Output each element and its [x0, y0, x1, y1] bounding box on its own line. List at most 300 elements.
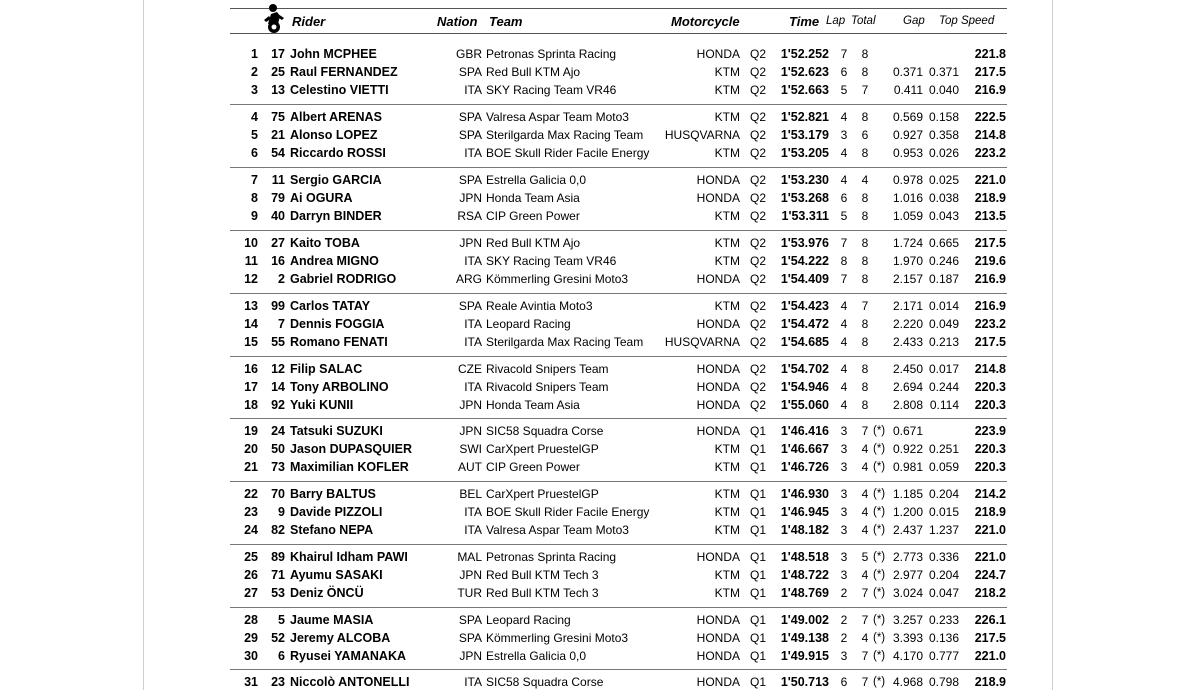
cell-session: Q1: [750, 505, 767, 519]
cell-gap-first: 2.437: [892, 523, 923, 537]
cell-session: Q1: [750, 613, 767, 627]
cell-motorcycle: KTM: [714, 442, 740, 456]
cell-position: 17: [244, 380, 258, 394]
cell-gap-previous: 0.158: [928, 110, 959, 124]
cell-nation: ITA: [464, 317, 482, 331]
cell-motorcycle: HONDA: [696, 675, 740, 689]
cell-position: 9: [251, 209, 258, 223]
cell-top-speed: 218.9: [974, 191, 1006, 205]
cell-total-laps: 4: [861, 631, 869, 645]
cell-gap-previous: 0.665: [928, 236, 959, 250]
cell-motorcycle: HONDA: [696, 173, 740, 187]
table-row: [228, 234, 1008, 252]
cell-rider-name: Riccardo ROSSI: [290, 146, 386, 160]
cell-best-lap: 4: [840, 299, 848, 313]
cell-rider-number: 27: [271, 236, 285, 250]
cell-rider-number: 54: [271, 146, 285, 160]
cell-rider-name: Kaito TOBA: [290, 236, 360, 250]
group-separator: [230, 669, 1007, 670]
cell-team-name: SKY Racing Team VR46: [486, 83, 617, 97]
cell-rider-number: 17: [271, 47, 285, 61]
cell-gap-first: 3.393: [892, 631, 923, 645]
cell-nation: SPA: [458, 299, 482, 313]
cell-top-speed: 217.5: [974, 631, 1006, 645]
cell-top-speed: 217.5: [974, 236, 1006, 250]
cell-total-laps: 8: [861, 146, 869, 160]
cell-gap-first: 0.922: [892, 442, 923, 456]
cell-total-laps: 8: [861, 191, 869, 205]
group-separator: [230, 481, 1007, 482]
cell-best-lap: 5: [840, 209, 848, 223]
cell-rider-number: 14: [271, 380, 285, 394]
cell-total-laps: 7: [861, 613, 869, 627]
table-row: [228, 378, 1008, 396]
cell-position: 14: [244, 317, 258, 331]
cell-motorcycle: KTM: [714, 460, 740, 474]
cell-session: Q2: [750, 128, 767, 142]
table-row: [228, 673, 1008, 691]
cell-total-laps: 7: [861, 424, 869, 438]
cell-team-name: Kömmerling Gresini Moto3: [486, 272, 629, 286]
cell-team-name: Kömmerling Gresini Moto3: [486, 631, 629, 645]
cell-lap-time: 1'48.518: [780, 550, 829, 564]
cell-best-lap: 8: [840, 254, 848, 268]
cell-session: Q2: [750, 317, 767, 331]
cell-team-name: Estrella Galicia 0,0: [486, 649, 587, 663]
cell-team-name: BOE Skull Rider Facile Energy: [486, 505, 650, 519]
cell-motorcycle: KTM: [714, 586, 740, 600]
cell-top-speed: 218.2: [974, 586, 1006, 600]
cell-top-speed: 221.0: [974, 523, 1006, 537]
cell-rider-number: 2: [278, 272, 285, 286]
cell-rider-name: Stefano NEPA: [290, 523, 374, 537]
cell-nation: JPN: [459, 649, 482, 663]
cell-nation: ARG: [455, 272, 482, 286]
cell-rider-name: Jason DUPASQUIER: [290, 442, 413, 456]
table-row: [228, 396, 1008, 414]
cell-gap-first: 2.433: [892, 335, 923, 349]
table-row: [228, 189, 1008, 207]
cell-gap-first: 1.016: [892, 191, 923, 205]
cell-lap-time: 1'50.713: [780, 675, 829, 689]
motorcycle-rider-icon: [258, 2, 290, 34]
table-row: [228, 440, 1008, 458]
cell-lap-time: 1'53.976: [780, 236, 829, 250]
cell-position: 28: [244, 613, 258, 627]
cell-team-name: CIP Green Power: [486, 209, 580, 223]
cell-gap-first: 3.024: [892, 586, 923, 600]
cell-lap-time: 1'54.409: [780, 272, 829, 286]
cell-penalty-note: (*): [873, 632, 886, 644]
cell-nation: SWI: [459, 442, 482, 456]
cell-rider-name: Ryusei YAMANAKA: [290, 649, 407, 663]
page-border-left: [143, 0, 144, 690]
cell-nation: MAL: [457, 550, 482, 564]
cell-best-lap: 3: [840, 505, 848, 519]
cell-nation: SPA: [458, 613, 482, 627]
group-separator: [230, 104, 1007, 105]
cell-penalty-note: (*): [873, 569, 886, 581]
header-time: Time: [789, 14, 820, 29]
cell-session: Q2: [750, 83, 767, 97]
cell-rider-name: Alonso LOPEZ: [290, 128, 378, 142]
table-row: [228, 611, 1008, 629]
cell-rider-name: Niccolò ANTONELLI: [290, 675, 410, 689]
cell-motorcycle: HONDA: [696, 631, 740, 645]
cell-position: 20: [244, 442, 258, 456]
group-separator: [230, 230, 1007, 231]
header-top-speed: Top Speed: [939, 15, 995, 27]
cell-rider-name: Andrea MIGNO: [290, 254, 379, 268]
cell-lap-time: 1'46.667: [780, 442, 829, 456]
cell-team-name: SIC58 Squadra Corse: [486, 675, 604, 689]
cell-motorcycle: HONDA: [696, 424, 740, 438]
cell-motorcycle: HONDA: [696, 191, 740, 205]
cell-total-laps: 4: [861, 460, 869, 474]
cell-session: Q2: [750, 110, 767, 124]
cell-nation: ITA: [464, 523, 482, 537]
table-row: [228, 108, 1008, 126]
cell-gap-first: 2.171: [892, 299, 923, 313]
group-separator: [230, 544, 1007, 545]
cell-nation: SPA: [458, 110, 482, 124]
cell-top-speed: 224.7: [974, 568, 1006, 582]
cell-best-lap: 7: [840, 236, 848, 250]
cell-gap-previous: 0.246: [928, 254, 959, 268]
cell-rider-number: 13: [271, 83, 285, 97]
cell-team-name: Red Bull KTM Ajo: [486, 236, 581, 250]
cell-position: 27: [244, 586, 258, 600]
cell-position: 19: [244, 424, 258, 438]
cell-gap-first: 0.569: [892, 110, 923, 124]
cell-rider-number: 82: [271, 523, 285, 537]
cell-nation: ITA: [464, 146, 482, 160]
cell-best-lap: 3: [840, 550, 848, 564]
page-border-right: [1052, 0, 1053, 690]
cell-gap-previous: 0.244: [928, 380, 959, 394]
cell-total-laps: 4: [861, 568, 869, 582]
table-row: [228, 584, 1008, 602]
cell-gap-first: 0.953: [892, 146, 923, 160]
cell-top-speed: 221.0: [974, 649, 1006, 663]
cell-position: 15: [244, 335, 258, 349]
cell-position: 23: [244, 505, 258, 519]
cell-session: Q2: [750, 362, 767, 376]
cell-top-speed: 222.5: [974, 110, 1006, 124]
cell-rider-number: 12: [271, 362, 285, 376]
cell-position: 29: [244, 631, 258, 645]
cell-nation: TUR: [457, 586, 482, 600]
cell-total-laps: 8: [861, 362, 869, 376]
cell-session: Q2: [750, 173, 767, 187]
cell-total-laps: 8: [861, 272, 869, 286]
cell-gap-first: 0.671: [892, 424, 923, 438]
cell-motorcycle: KTM: [714, 254, 740, 268]
cell-gap-previous: 0.213: [928, 335, 959, 349]
cell-total-laps: 8: [861, 380, 869, 394]
cell-nation: SPA: [458, 631, 482, 645]
table-row: [228, 458, 1008, 476]
cell-best-lap: 4: [840, 380, 848, 394]
cell-session: Q1: [750, 487, 767, 501]
cell-position: 18: [244, 398, 258, 412]
cell-rider-number: 99: [271, 299, 285, 313]
cell-gap-previous: 1.237: [928, 523, 959, 537]
cell-gap-first: 1.185: [892, 487, 923, 501]
cell-nation: SPA: [458, 65, 482, 79]
cell-total-laps: 8: [861, 65, 869, 79]
cell-best-lap: 3: [840, 487, 848, 501]
cell-gap-first: 2.157: [892, 272, 923, 286]
cell-team-name: Reale Avintia Moto3: [486, 299, 593, 313]
cell-total-laps: 8: [861, 398, 869, 412]
cell-motorcycle: HONDA: [696, 613, 740, 627]
cell-penalty-note: (*): [873, 488, 886, 500]
table-row: [228, 45, 1008, 63]
cell-team-name: Petronas Sprinta Racing: [486, 47, 617, 61]
cell-gap-first: 1.059: [892, 209, 923, 223]
header-top-rule: [230, 8, 1007, 9]
cell-best-lap: 2: [840, 586, 848, 600]
cell-rider-name: Ai OGURA: [290, 191, 353, 205]
cell-gap-first: 1.200: [892, 505, 923, 519]
cell-gap-first: 0.978: [892, 173, 923, 187]
cell-position: 2: [251, 65, 258, 79]
cell-total-laps: 8: [861, 209, 869, 223]
cell-gap-previous: 0.114: [929, 398, 959, 412]
header-team: Team: [489, 14, 523, 29]
cell-gap-previous: 0.777: [928, 649, 959, 663]
cell-gap-first: 4.968: [892, 675, 923, 689]
table-row: [228, 629, 1008, 647]
cell-session: Q2: [750, 398, 767, 412]
cell-top-speed: 214.8: [974, 362, 1006, 376]
cell-nation: SPA: [458, 173, 482, 187]
cell-rider-number: 50: [271, 442, 285, 456]
cell-gap-previous: 0.251: [928, 442, 959, 456]
cell-top-speed: 218.9: [974, 675, 1006, 689]
cell-top-speed: 221.0: [974, 550, 1006, 564]
cell-rider-name: John MCPHEE: [290, 47, 377, 61]
cell-rider-name: Dennis FOGGIA: [290, 317, 385, 331]
cell-motorcycle: KTM: [714, 505, 740, 519]
cell-total-laps: 5: [861, 550, 869, 564]
cell-session: Q1: [750, 442, 767, 456]
cell-lap-time: 1'55.060: [780, 398, 829, 412]
cell-penalty-note: (*): [873, 425, 886, 437]
cell-session: Q1: [750, 523, 767, 537]
table-row: [228, 63, 1008, 81]
cell-team-name: CarXpert PruestelGP: [486, 442, 599, 456]
cell-lap-time: 1'54.423: [780, 299, 829, 313]
cell-motorcycle: KTM: [714, 299, 740, 313]
cell-best-lap: 4: [840, 398, 848, 412]
cell-position: 25: [244, 550, 258, 564]
cell-penalty-note: (*): [873, 650, 886, 662]
cell-gap-previous: 0.043: [928, 209, 959, 223]
cell-motorcycle: HONDA: [696, 649, 740, 663]
cell-rider-name: Raul FERNANDEZ: [290, 65, 398, 79]
table-row: [228, 144, 1008, 162]
cell-position: 26: [244, 568, 258, 582]
cell-best-lap: 4: [840, 335, 848, 349]
cell-penalty-note: (*): [873, 614, 886, 626]
cell-rider-number: 24: [271, 424, 285, 438]
table-row: [228, 333, 1008, 351]
cell-position: 10: [244, 236, 258, 250]
cell-total-laps: 8: [861, 254, 869, 268]
header-rider: Rider: [292, 14, 326, 29]
cell-position: 4: [251, 110, 258, 124]
cell-gap-first: 3.257: [892, 613, 923, 627]
header-total: Total: [851, 15, 876, 27]
cell-rider-number: 52: [271, 631, 285, 645]
results-sheet: [228, 0, 1008, 690]
cell-gap-previous: 0.025: [928, 173, 959, 187]
cell-rider-name: Maximilian KOFLER: [290, 460, 409, 474]
cell-lap-time: 1'53.311: [781, 209, 829, 223]
cell-rider-number: 55: [271, 335, 285, 349]
cell-total-laps: 7: [861, 649, 869, 663]
cell-penalty-note: (*): [873, 587, 886, 599]
group-separator: [230, 418, 1007, 419]
cell-rider-number: 21: [271, 128, 285, 142]
cell-session: Q1: [750, 568, 767, 582]
cell-position: 12: [244, 272, 258, 286]
cell-gap-first: 2.450: [892, 362, 923, 376]
cell-rider-number: 75: [271, 110, 285, 124]
cell-lap-time: 1'54.685: [780, 335, 829, 349]
cell-team-name: CIP Green Power: [486, 460, 580, 474]
cell-nation: JPN: [459, 191, 482, 205]
cell-gap-first: 2.773: [892, 550, 923, 564]
cell-lap-time: 1'53.268: [780, 191, 829, 205]
cell-rider-number: 5: [278, 613, 285, 627]
cell-penalty-note: (*): [873, 524, 886, 536]
table-row: [228, 315, 1008, 333]
table-row: [228, 207, 1008, 225]
cell-session: Q2: [750, 65, 767, 79]
cell-position: 31: [244, 675, 258, 689]
cell-total-laps: 7: [861, 586, 869, 600]
cell-motorcycle: HUSQVARNA: [664, 128, 740, 142]
cell-session: Q2: [750, 146, 767, 160]
cell-best-lap: 6: [840, 191, 848, 205]
cell-best-lap: 3: [840, 128, 848, 142]
cell-lap-time: 1'53.179: [780, 128, 829, 142]
header-bottom-rule: [230, 33, 1007, 34]
cell-position: 8: [251, 191, 258, 205]
cell-lap-time: 1'46.930: [780, 487, 829, 501]
cell-nation: JPN: [459, 398, 482, 412]
cell-position: 11: [244, 254, 258, 268]
cell-rider-name: Tatsuki SUZUKI: [290, 424, 383, 438]
cell-rider-number: 92: [271, 398, 285, 412]
cell-total-laps: 6: [861, 128, 869, 142]
cell-best-lap: 3: [840, 424, 848, 438]
header-nation: Nation: [437, 14, 478, 29]
cell-lap-time: 1'54.472: [780, 317, 829, 331]
cell-top-speed: 216.9: [974, 299, 1006, 313]
cell-session: Q1: [750, 550, 767, 564]
cell-rider-name: Darryn BINDER: [290, 209, 382, 223]
cell-rider-name: Sergio GARCIA: [290, 173, 382, 187]
cell-session: Q1: [750, 460, 767, 474]
cell-best-lap: 3: [840, 649, 848, 663]
cell-gap-previous: 0.371: [928, 65, 959, 79]
cell-nation: JPN: [459, 568, 482, 582]
cell-gap-first: 1.724: [892, 236, 923, 250]
cell-gap-previous: 0.049: [928, 317, 959, 331]
cell-motorcycle: HONDA: [696, 272, 740, 286]
table-row: [228, 422, 1008, 440]
cell-penalty-note: (*): [873, 443, 886, 455]
cell-total-laps: 8: [861, 47, 869, 61]
cell-team-name: Rivacold Snipers Team: [486, 362, 609, 376]
cell-lap-time: 1'53.230: [780, 173, 829, 187]
cell-gap-previous: 0.026: [928, 146, 959, 160]
cell-rider-name: Gabriel RODRIGO: [290, 272, 397, 286]
cell-total-laps: 4: [861, 487, 869, 501]
cell-motorcycle: HONDA: [696, 380, 740, 394]
table-row: [228, 270, 1008, 288]
cell-lap-time: 1'46.726: [780, 460, 829, 474]
cell-rider-number: 89: [271, 550, 285, 564]
table-row: [228, 485, 1008, 503]
cell-motorcycle: KTM: [714, 110, 740, 124]
cell-session: Q2: [750, 209, 767, 223]
cell-total-laps: 8: [861, 335, 869, 349]
table-row: [228, 252, 1008, 270]
cell-gap-previous: 0.038: [928, 191, 959, 205]
cell-best-lap: 2: [840, 613, 848, 627]
cell-top-speed: 218.9: [974, 505, 1006, 519]
cell-rider-number: 23: [271, 675, 285, 689]
cell-rider-name: Romano FENATI: [290, 335, 388, 349]
header-motorcycle: Motorcycle: [671, 14, 740, 29]
cell-top-speed: 223.2: [974, 146, 1006, 160]
cell-lap-time: 1'54.946: [780, 380, 829, 394]
cell-penalty-note: (*): [873, 551, 886, 563]
header-lap: Lap: [826, 15, 846, 27]
cell-nation: ITA: [464, 335, 482, 349]
cell-best-lap: 4: [840, 110, 848, 124]
cell-total-laps: 8: [861, 236, 869, 250]
cell-best-lap: 2: [840, 631, 848, 645]
cell-session: Q2: [750, 299, 767, 313]
cell-motorcycle: KTM: [714, 236, 740, 250]
cell-penalty-note: (*): [873, 506, 886, 518]
cell-gap-previous: 0.136: [928, 631, 959, 645]
cell-gap-previous: 0.358: [928, 128, 959, 142]
cell-penalty-note: (*): [873, 676, 886, 688]
cell-motorcycle: HONDA: [696, 550, 740, 564]
cell-motorcycle: HONDA: [696, 398, 740, 412]
cell-gap-first: 0.371: [892, 65, 923, 79]
cell-motorcycle: HUSQVARNA: [664, 335, 740, 349]
cell-nation: JPN: [459, 424, 482, 438]
cell-nation: JPN: [459, 236, 482, 250]
cell-team-name: Honda Team Asia: [486, 398, 580, 412]
cell-position: 7: [251, 173, 258, 187]
cell-motorcycle: KTM: [714, 487, 740, 501]
table-row: [228, 126, 1008, 144]
cell-rider-name: Tony ARBOLINO: [290, 380, 389, 394]
cell-rider-number: 79: [271, 191, 285, 205]
cell-top-speed: 223.2: [974, 317, 1006, 331]
cell-team-name: SIC58 Squadra Corse: [486, 424, 604, 438]
cell-gap-previous: 0.336: [928, 550, 959, 564]
